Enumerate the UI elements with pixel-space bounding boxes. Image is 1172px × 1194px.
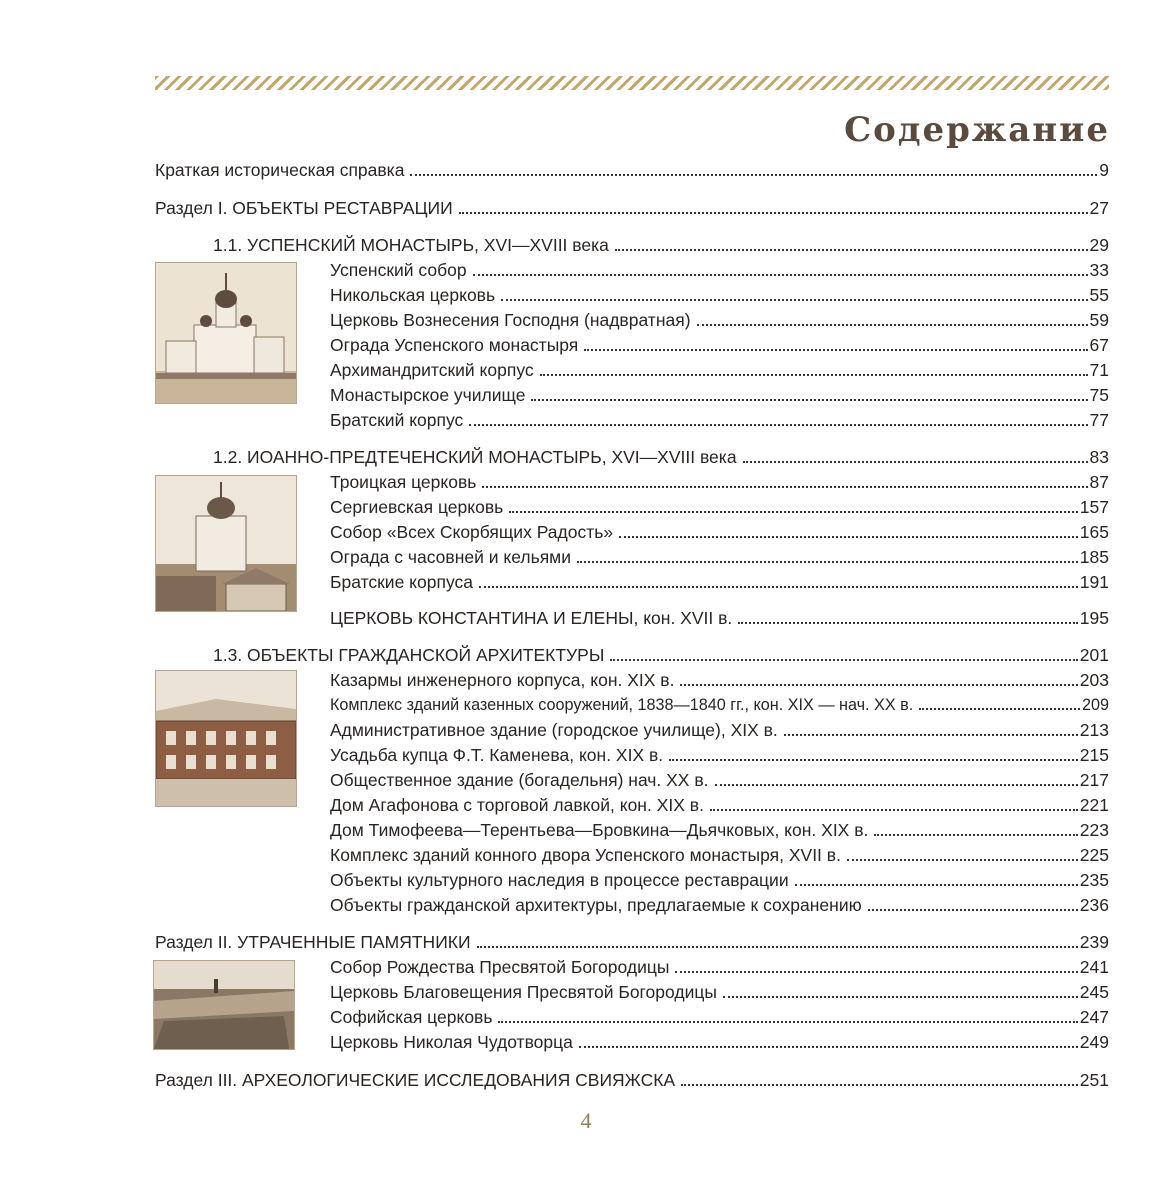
toc-entry-page: 236 — [1079, 895, 1109, 915]
toc-entry-label: Троицкая церковь — [330, 472, 477, 492]
dot-leader — [784, 734, 1078, 736]
toc-entry-page: 83 — [1089, 447, 1109, 467]
dot-leader — [919, 708, 1080, 710]
dot-leader — [697, 324, 1088, 326]
toc-entry-label: ЦЕРКОВЬ КОНСТАНТИНА И ЕЛЕНЫ, кон. XVII в. — [330, 608, 733, 628]
toc-entry-page: 33 — [1089, 260, 1109, 280]
toc-entry[interactable] — [330, 333, 1109, 357]
toc-entry-page: 241 — [1079, 957, 1109, 977]
toc-entry-label: Ограда Успенского монастыря — [330, 335, 579, 355]
toc-entry-label: Собор Рождества Пресвятой Богородицы — [330, 957, 670, 977]
toc-entry[interactable] — [330, 606, 1109, 630]
toc-entry-page: 59 — [1089, 310, 1109, 330]
toc-entry-page: 157 — [1079, 497, 1109, 517]
church-illustration — [156, 263, 296, 403]
dot-leader — [459, 212, 1088, 214]
dot-leader — [410, 174, 1097, 176]
page-title: Содержание — [844, 110, 1110, 150]
toc-entry-page: 9 — [1099, 160, 1109, 180]
toc-entry[interactable] — [330, 843, 1109, 867]
toc-entry[interactable] — [330, 283, 1109, 307]
toc-entry-label: Дом Тимофеева—Терентьева—Бровкина—Дьячковых, кон. XIX в. — [330, 820, 869, 840]
toc-entry-label: Ограда с часовней и кельями — [330, 547, 571, 567]
toc-entry[interactable] — [213, 445, 1109, 469]
toc-entry-label: Никольская церковь — [330, 285, 496, 305]
toc-entry[interactable] — [155, 158, 1109, 182]
dot-leader — [743, 461, 1088, 463]
toc-entry-page: 201 — [1079, 645, 1109, 665]
dot-leader — [723, 996, 1078, 998]
toc-entry-page: 29 — [1089, 235, 1109, 255]
toc-entry-page: 87 — [1089, 472, 1109, 492]
toc-entry[interactable] — [155, 1068, 1109, 1092]
toc-entry-page: 251 — [1079, 1070, 1109, 1090]
dot-leader — [579, 1046, 1078, 1048]
toc-entry-page: 165 — [1079, 522, 1109, 542]
toc-entry-label: Братский корпус — [330, 410, 464, 430]
toc-entry[interactable] — [213, 233, 1109, 257]
toc-entry-label: Архимандритский корпус — [330, 360, 534, 380]
toc-entry-page: 225 — [1079, 845, 1109, 865]
dot-leader — [619, 536, 1078, 538]
dot-leader — [681, 1084, 1078, 1086]
excavation-illustration — [154, 961, 294, 1049]
toc-entry-label: Комплекс зданий казенных сооружений, 1838—1840 гг., кон. XIX — нач. XX в. — [330, 696, 914, 714]
ioanno-predtechensky-monastery-photo — [155, 475, 297, 612]
toc-entry-label: Церковь Николая Чудотворца — [330, 1032, 573, 1052]
dot-leader — [498, 1021, 1077, 1023]
toc-entry-page: 67 — [1089, 335, 1109, 355]
dot-leader — [469, 424, 1087, 426]
toc-entry-page: 27 — [1089, 198, 1109, 218]
toc-entry[interactable] — [330, 793, 1109, 817]
toc-entry-label: Комплекс зданий конного двора Успенского монастыря, XVII в. — [330, 845, 841, 865]
toc-entry-label: Казармы инженерного корпуса, кон. XIX в. — [330, 670, 675, 690]
toc-entry-label: Раздел I. ОБЪЕКТЫ РЕСТАВРАЦИИ — [155, 198, 453, 218]
toc-entry[interactable] — [330, 718, 1109, 742]
toc-entry-label: Братские корпуса — [330, 572, 473, 592]
toc-entry-label: Краткая историческая справка — [155, 160, 405, 180]
toc-entry-label: Раздел II. УТРАЧЕННЫЕ ПАМЯТНИКИ — [155, 932, 471, 952]
toc-entry-label: Церковь Вознесения Господня (надвратная) — [330, 310, 691, 330]
toc-entry-page: 195 — [1079, 608, 1109, 628]
toc-entry-label: Монастырское училище — [330, 385, 526, 405]
toc-entry-page: 235 — [1079, 870, 1109, 890]
toc-entry-page: 71 — [1089, 360, 1109, 380]
civil-architecture-photo — [155, 670, 297, 807]
decorative-hatch-border — [155, 76, 1109, 90]
toc-entry[interactable] — [330, 980, 1109, 1004]
toc-entry[interactable] — [330, 693, 1109, 717]
toc-entry-page: 245 — [1079, 982, 1109, 1002]
dot-leader — [540, 374, 1088, 376]
dot-leader — [501, 299, 1087, 301]
toc-entry[interactable] — [330, 308, 1109, 332]
toc-entry[interactable] — [330, 868, 1109, 892]
toc-entry-label: Раздел III. АРХЕОЛОГИЧЕСКИЕ ИССЛЕДОВАНИЯ СВИЯЖСКА — [155, 1070, 676, 1090]
toc-entry-page: 247 — [1079, 1007, 1109, 1027]
toc-entry-page: 55 — [1089, 285, 1109, 305]
toc-entry[interactable] — [330, 258, 1109, 282]
toc-entry-page: 249 — [1079, 1032, 1109, 1052]
toc-entry[interactable] — [330, 520, 1109, 544]
page-number: 4 — [580, 1108, 592, 1133]
toc-entry[interactable] — [330, 470, 1109, 494]
dot-leader — [577, 561, 1078, 563]
toc-entry[interactable] — [213, 643, 1109, 667]
toc-entry[interactable] — [330, 893, 1109, 917]
dot-leader — [680, 684, 1077, 686]
toc-entry[interactable] — [330, 358, 1109, 382]
toc-entry[interactable] — [330, 955, 1109, 979]
dot-leader — [738, 622, 1078, 624]
lost-monuments-photo — [153, 960, 295, 1050]
toc-entry-page: 77 — [1089, 410, 1109, 430]
toc-entry-page: 203 — [1079, 670, 1109, 690]
dot-leader — [584, 349, 1087, 351]
dot-leader — [868, 909, 1078, 911]
toc-entry-page: 223 — [1079, 820, 1109, 840]
toc-entry[interactable] — [155, 196, 1109, 220]
toc-entry-label: 1.2. ИОАННО-ПРЕДТЕЧЕНСКИЙ МОНАСТЫРЬ, XVI—XVIII века — [213, 447, 737, 467]
toc-entry-label: 1.3. ОБЪЕКТЫ ГРАЖДАНСКОЙ АРХИТЕКТУРЫ — [213, 645, 605, 665]
toc-entry-label: Усадьба купца Ф.Т. Каменева, кон. XIX в. — [330, 745, 664, 765]
toc-entry-page: 75 — [1089, 385, 1109, 405]
toc-entry[interactable] — [330, 668, 1109, 692]
dot-leader — [615, 249, 1088, 251]
toc-entry[interactable] — [330, 818, 1109, 842]
toc-entry[interactable] — [155, 930, 1109, 954]
toc-entry-label: Объекты гражданской архитектуры, предлагаемые к сохранению — [330, 895, 862, 915]
toc-entry-page: 239 — [1079, 932, 1109, 952]
dot-leader — [715, 784, 1078, 786]
toc-entry[interactable] — [330, 495, 1109, 519]
dot-leader — [669, 759, 1078, 761]
toc-entry[interactable] — [330, 570, 1109, 594]
toc-entry-label: Сергиевская церковь — [330, 497, 504, 517]
dot-leader — [482, 486, 1087, 488]
dot-leader — [531, 399, 1087, 401]
toc-entry-label: 1.1. УСПЕНСКИЙ МОНАСТЫРЬ, XVI—XVIII века — [213, 235, 609, 255]
dot-leader — [473, 274, 1088, 276]
toc-entry[interactable] — [330, 545, 1109, 569]
building-illustration — [156, 671, 296, 806]
toc-entry-page: 221 — [1079, 795, 1109, 815]
toc-entry-page: 185 — [1079, 547, 1109, 567]
toc-entry-label: Церковь Благовещения Пресвятой Богородицы — [330, 982, 717, 1002]
dot-leader — [477, 946, 1078, 948]
toc-entry-page: 213 — [1079, 720, 1109, 740]
dot-leader — [675, 971, 1077, 973]
dot-leader — [710, 809, 1078, 811]
dot-leader — [610, 659, 1077, 661]
toc-entry[interactable] — [330, 383, 1109, 407]
dot-leader — [847, 859, 1078, 861]
dot-leader — [795, 884, 1078, 886]
toc-entry-page: 191 — [1079, 572, 1109, 592]
toc-entry-page: 217 — [1079, 770, 1109, 790]
toc-entry-label: Софийская церковь — [330, 1007, 493, 1027]
toc-entry-label: Объекты культурного наследия в процессе реставрации — [330, 870, 789, 890]
toc-entry[interactable] — [330, 1030, 1109, 1054]
toc-entry[interactable] — [330, 408, 1109, 432]
toc-entry-label: Собор «Всех Скорбящих Радость» — [330, 522, 614, 542]
toc-entry-label: Общественное здание (богадельня) нач. XX в. — [330, 770, 709, 790]
dot-leader — [874, 834, 1077, 836]
toc-entry-label: Успенский собор — [330, 260, 467, 280]
toc-entry[interactable] — [330, 768, 1109, 792]
toc-entry-label: Дом Агафонова с торговой лавкой, кон. XIX в. — [330, 795, 704, 815]
toc-entry[interactable] — [330, 743, 1109, 767]
toc-entry-page: 209 — [1081, 696, 1109, 714]
toc-entry[interactable] — [330, 1005, 1109, 1029]
cathedral-illustration — [156, 476, 296, 611]
dot-leader — [479, 586, 1078, 588]
toc-entry-page: 215 — [1079, 745, 1109, 765]
uspensky-monastery-photo — [155, 262, 297, 404]
dot-leader — [509, 511, 1078, 513]
toc-entry-label: Административное здание (городское училище), XIX в. — [330, 720, 778, 740]
